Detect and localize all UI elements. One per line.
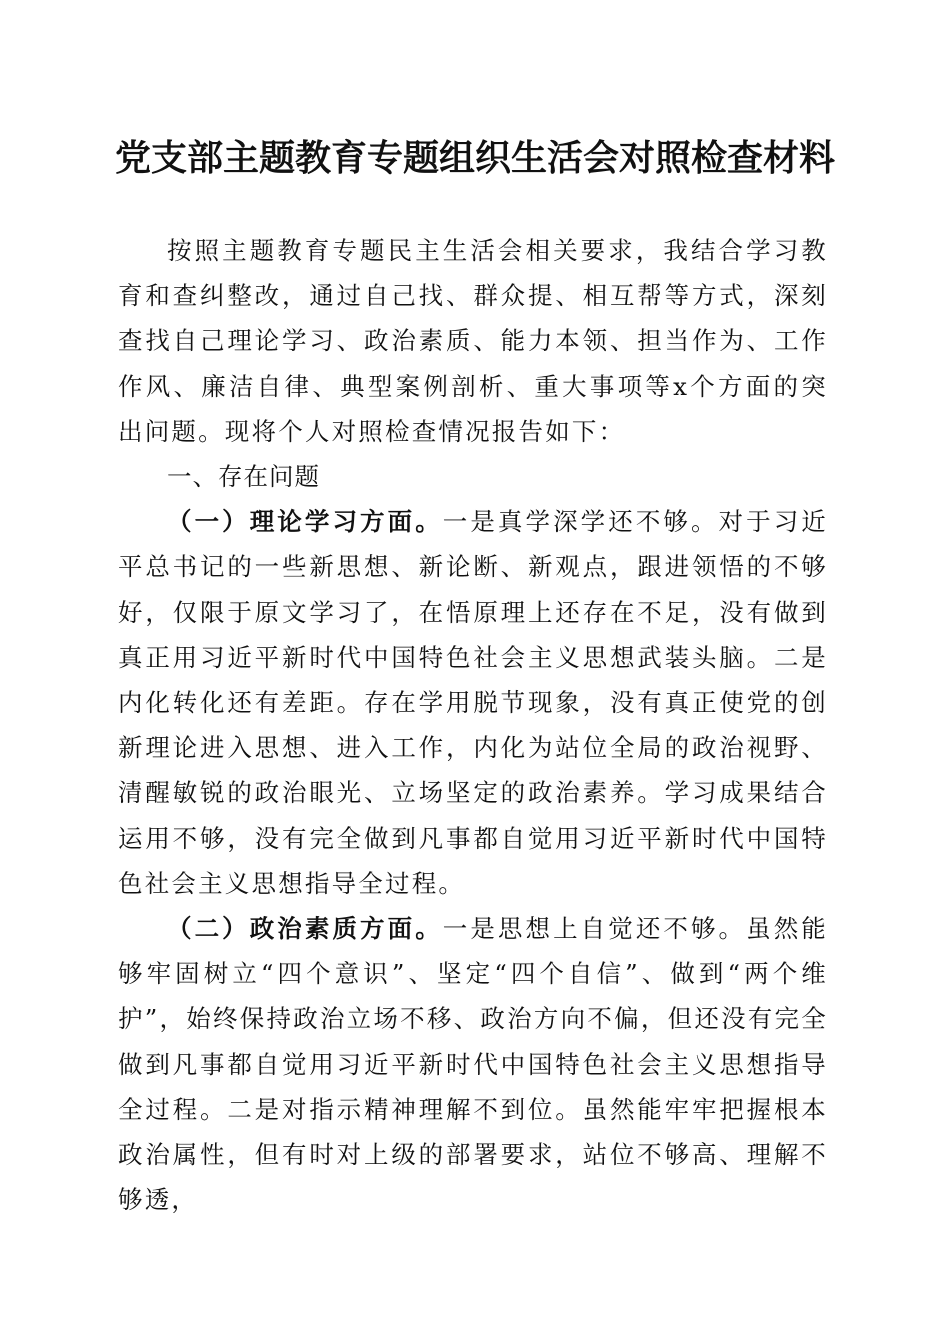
item-lead: （一）理论学习方面。 xyxy=(167,507,443,537)
intro-paragraph: 按照主题教育专题民主生活会相关要求，我结合学习教育和查纠整改，通过自己找、群众提、相互帮等方式，深刻查找自己理论学习、政治素质、能力本领、担当作为、工作作风、廉洁自律、典型案例剖析、重大事项等x个方面的突出问题。现将个人对照检查情况报告如下： xyxy=(118,236,828,446)
document-body xyxy=(118,228,828,1222)
item-paragraph xyxy=(118,499,828,906)
item-lead: （二）政治素质方面。 xyxy=(167,914,443,944)
item-paragraph xyxy=(118,906,828,1222)
document-title: 党支部主题教育专题组织生活会对照检查材料 xyxy=(114,137,835,179)
item-text: 一是真学深学还不够。对于习近平总书记的一些新思想、新论断、新观点，跟进领悟的不够好，仅限于原文学习了，在悟原理上还存在不足，没有做到真正用习近平新时代中国特色社会主义思想武装头脑。二是内化转化还有差距。存在学用脱节现象，没有真正使党的创新理论进入思想、进入工作，内化为站位全局的政治视野、清醒敏锐的政治眼光、立场坚定的政治素养。学习成果结合运用不够，没有完全做到凡事都自觉用习近平新时代中国特色社会主义思想指导全过程。 xyxy=(118,507,828,898)
section-heading: 一、存在问题 xyxy=(167,462,320,492)
item-text: 一是思想上自觉还不够。虽然能够牢固树立“四个意识”、坚定“四个自信”、做到“两个维护”，始终保持政治立场不移、政治方向不偏，但还没有完全做到凡事都自觉用习近平新时代中国特色社会主义思想指导全过程。二是对指示精神理解不到位。虽然能牢牢把握根本政治属性，但有时对上级的部署要求，站位不够高、理解不够透， xyxy=(118,914,828,1215)
